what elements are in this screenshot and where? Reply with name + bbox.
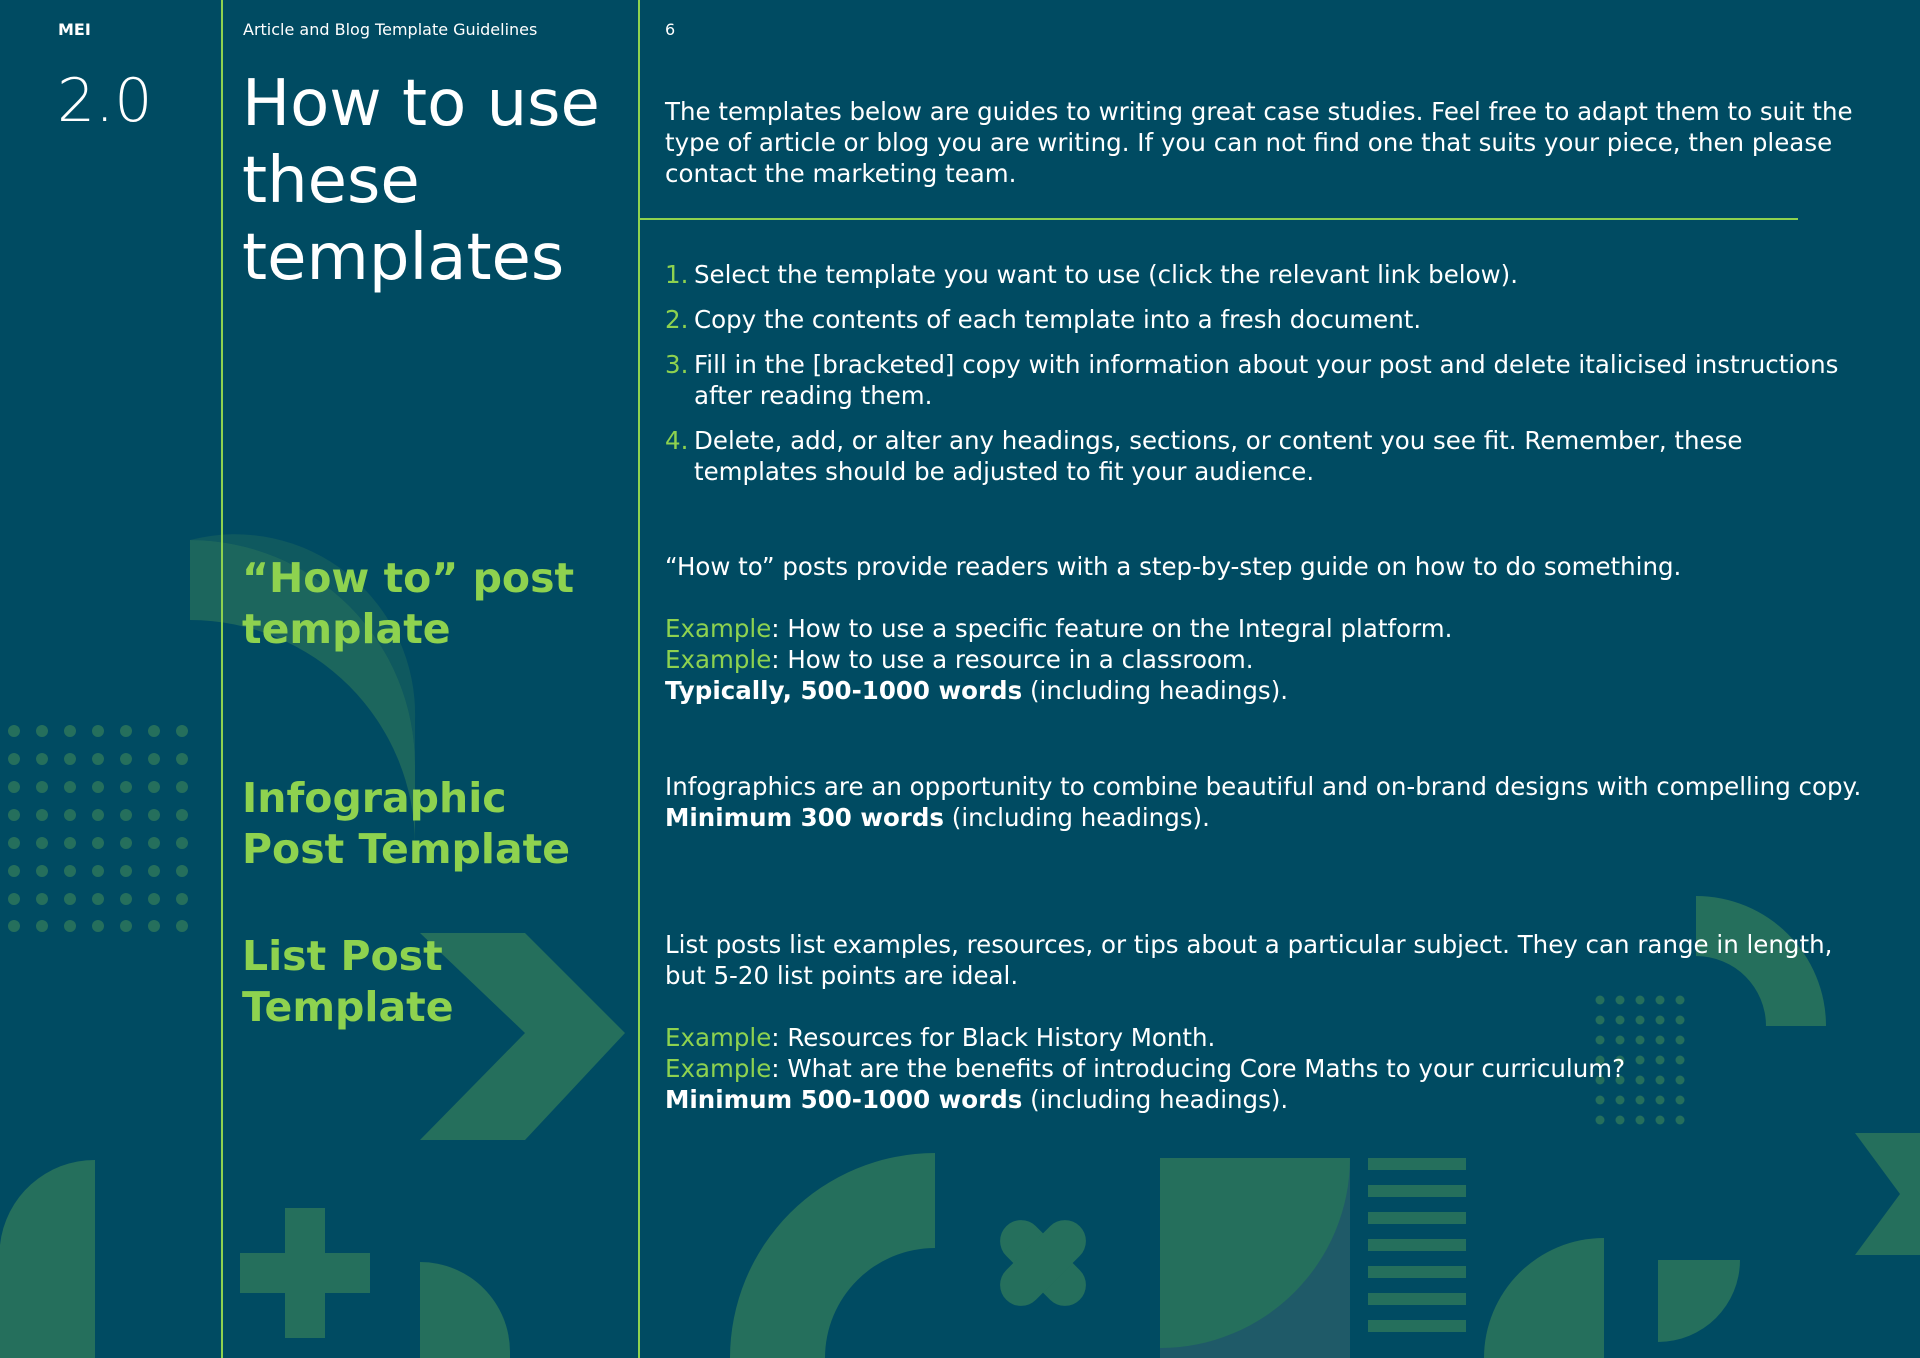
infographic-template-heading[interactable]: Infographic Post Template: [242, 774, 571, 873]
step-text: Select the template you want to use (click the relevant link below).: [694, 260, 1518, 289]
plus-shape: [240, 1208, 370, 1338]
list-item: [665, 349, 1865, 411]
step-text: Delete, add, or alter any headings, sections, or content you see fit. Remember, these templates should be adjusted to fit your audience.: [694, 426, 1743, 486]
length-rest: (including headings).: [1022, 676, 1289, 705]
intro-divider: [640, 218, 1798, 220]
big-arc-shape: [730, 1153, 935, 1358]
length-bold: Minimum 500-1000 words: [665, 1085, 1023, 1114]
dot-grid-left: [8, 725, 188, 932]
template-description: “How to” posts provide readers with a step-by-step guide on how to do something.: [665, 552, 1682, 581]
example-text: : How to use a resource in a classroom.: [771, 645, 1254, 674]
section-number: 2.0: [57, 66, 153, 136]
example-label: Example: [665, 614, 772, 643]
template-description: Infographics are an opportunity to combine beautiful and on-brand designs with compelling copy.: [665, 772, 1862, 801]
list-template-body: [665, 929, 1870, 1115]
page-number: 6: [665, 20, 676, 39]
step-number: 2.: [665, 305, 689, 334]
example-text: : Resources for Black History Month.: [771, 1023, 1216, 1052]
example-line: [665, 1022, 1870, 1053]
list-item: [665, 304, 1865, 335]
step-text: Copy the contents of each template into a fresh document.: [694, 305, 1422, 334]
length-line: [665, 675, 1870, 706]
infographic-template-body: [665, 771, 1870, 833]
how-to-template-heading[interactable]: “How to” post template: [242, 554, 575, 653]
example-line: [665, 644, 1870, 675]
example-line: [665, 1053, 1870, 1084]
example-text: : How to use a specific feature on the Integral platform.: [771, 614, 1453, 643]
steps-list: [665, 259, 1865, 501]
how-to-template-body: [665, 551, 1870, 706]
step-number: 4.: [665, 426, 689, 455]
length-rest: (including headings).: [1022, 1085, 1289, 1114]
example-label: Example: [665, 1054, 772, 1083]
stripes-shape: [1368, 1158, 1466, 1332]
page-title: How to use these templates: [242, 67, 600, 295]
list-template-heading[interactable]: List Post Template: [242, 932, 454, 1031]
length-bold: Minimum 300 words: [665, 803, 944, 832]
document-title: Article and Blog Template Guidelines: [243, 20, 538, 39]
list-item: [665, 425, 1865, 487]
length-line: [665, 1084, 1870, 1115]
example-label: Example: [665, 1023, 772, 1052]
length-rest: (including headings).: [944, 803, 1210, 832]
step-number: 1.: [665, 260, 689, 289]
cross-shape: [969, 1189, 1116, 1336]
list-item: [665, 259, 1865, 290]
example-text: : What are the benefits of introducing Core Maths to your curriculum?: [771, 1054, 1626, 1083]
length-bold: Typically, 500-1000 words: [665, 676, 1023, 705]
column-divider-left: [221, 0, 223, 1358]
template-description: List posts list examples, resources, or tips about a particular subject. They can range in length, but 5-20 list points are ideal.: [665, 930, 1833, 990]
example-line: [665, 613, 1870, 644]
example-label: Example: [665, 645, 772, 674]
brand-label: MEI: [58, 20, 91, 39]
step-text: Fill in the [bracketed] copy with information about your post and delete italicised instructions after reading them.: [694, 350, 1839, 410]
intro-paragraph: The templates below are guides to writing great case studies. Feel free to adapt them to suit the type of article or blog you are writing. If you can not find one that suits your piece, then please contact the marketing team.: [665, 97, 1853, 188]
step-number: 3.: [665, 350, 689, 379]
length-line: [665, 802, 1870, 833]
